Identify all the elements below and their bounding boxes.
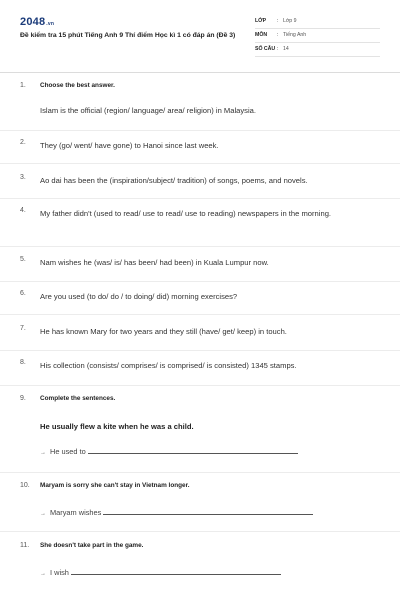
question-separator xyxy=(0,281,400,282)
question-text: Islam is the official (region/ language/ area/ religion) in Malaysia. xyxy=(40,106,256,115)
answer-blank[interactable] xyxy=(88,446,298,454)
meta-count-key: SỐ CÂU xyxy=(255,46,276,52)
question-sentence: She doesn't take part in the game. xyxy=(40,542,144,549)
answer-line xyxy=(40,507,313,517)
site-logo[interactable] xyxy=(20,16,54,28)
question-text: His collection (consists/ comprises/ is comprised/ is consisted) 1345 stamps. xyxy=(40,361,297,370)
question-number: 5. xyxy=(20,256,26,263)
logo-suffix: .vn xyxy=(46,21,55,27)
meta-row-class xyxy=(255,15,380,29)
meta-count-value: 14 xyxy=(283,46,289,52)
meta-row-count xyxy=(255,43,380,57)
answer-line xyxy=(40,446,298,456)
question-separator xyxy=(0,531,400,532)
meta-row-subject xyxy=(255,29,380,43)
meta-class-key: LỚP xyxy=(255,18,267,24)
question-sentence: Maryam is sorry she can't stay in Vietnam longer. xyxy=(40,482,190,489)
question-number: 3. xyxy=(20,174,26,181)
question-number: 10. xyxy=(20,482,30,489)
question-number: 4. xyxy=(20,207,26,214)
worksheet-header xyxy=(0,0,400,70)
meta-class-value: Lớp 9 xyxy=(283,18,297,24)
question-text: Nam wishes he (was/ is/ has been/ had been) in Kuala Lumpur now. xyxy=(40,258,269,267)
question-number: 9. xyxy=(20,395,26,402)
question-separator xyxy=(0,198,400,199)
worksheet-title: Đề kiểm tra 15 phút Tiếng Anh 9 Thí điểm Học kì 1 có đáp án (Đề 3) xyxy=(20,32,236,39)
question-separator xyxy=(0,130,400,131)
question-instruction: Complete the sentences. xyxy=(40,395,116,402)
meta-subject-value: Tiếng Anh xyxy=(283,32,307,38)
logo-text: 2048 xyxy=(20,16,46,28)
meta-colon: : xyxy=(277,46,279,52)
meta-colon: : xyxy=(277,18,279,24)
question-sentence: He usually flew a kite when he was a child. xyxy=(40,422,194,431)
answer-blank[interactable] xyxy=(103,507,313,515)
question-number: 7. xyxy=(20,325,26,332)
answer-prompt: I wish xyxy=(50,568,69,577)
question-number: 11. xyxy=(20,542,30,549)
question-number: 6. xyxy=(20,290,26,297)
question-text: Are you used (to do/ do / to doing/ did) morning exercises? xyxy=(40,292,238,301)
question-number: 1. xyxy=(20,82,26,89)
question-text: They (go/ went/ have gone) to Hanoi since last week. xyxy=(40,141,219,150)
question-text: My father didn't (used to read/ use to read/ use to reading) newspapers in the morning. xyxy=(40,209,332,218)
question-text: He has known Mary for two years and they still (have/ get/ keep) in touch. xyxy=(40,327,287,336)
question-separator xyxy=(0,385,400,386)
question-text: Ao dai has been the (inspiration/subject/ tradition) of songs, poems, and novels. xyxy=(40,176,308,185)
meta-table xyxy=(255,15,380,57)
meta-subject-key: MÔN xyxy=(255,32,268,38)
answer-blank[interactable] xyxy=(71,567,281,575)
answer-prompt: Maryam wishes xyxy=(50,508,102,517)
question-instruction: Choose the best answer. xyxy=(40,82,115,89)
arrow-icon: → xyxy=(40,571,46,577)
answer-line xyxy=(40,567,281,577)
question-separator xyxy=(0,350,400,351)
arrow-icon: → xyxy=(40,511,46,517)
question-separator xyxy=(0,246,400,247)
question-separator xyxy=(0,163,400,164)
arrow-icon: → xyxy=(40,450,46,456)
question-separator xyxy=(0,314,400,315)
question-number: 8. xyxy=(20,359,26,366)
question-separator xyxy=(0,472,400,473)
meta-colon: : xyxy=(277,32,279,38)
question-number: 2. xyxy=(20,139,26,146)
header-divider xyxy=(0,72,400,73)
answer-prompt: He used to xyxy=(50,447,86,456)
